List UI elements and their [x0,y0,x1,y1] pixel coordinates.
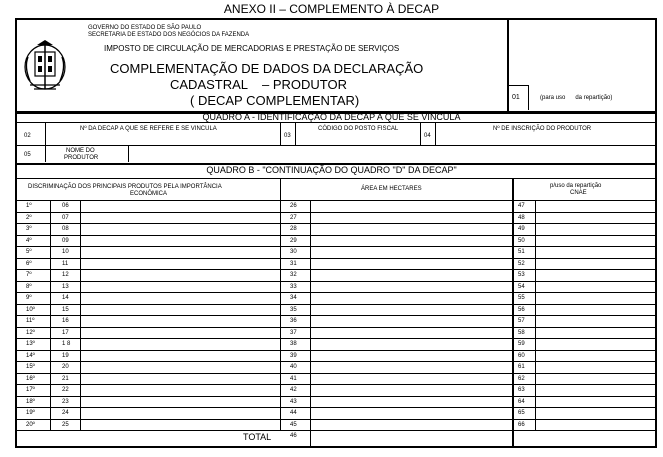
area-input[interactable] [311,259,511,270]
row-product-code: 10 [62,249,69,255]
product-input[interactable] [81,374,279,385]
product-input[interactable] [81,293,279,304]
field-04-code: 04 [424,133,431,139]
para-uso-label: (para uso da repartição) [540,95,613,101]
product-input[interactable] [81,362,279,373]
row-product-code: 11 [62,260,69,267]
row-ordinal: 17º [26,387,35,393]
field-02-label: Nº DA DECAP A QUE SE REFERE E SE VINCULA [80,126,217,132]
cnae-input[interactable] [536,374,653,385]
row-product-code: 08 [62,226,69,232]
field-04-label: Nº DE INSCRIÇÃO DO PRODUTOR [493,126,592,132]
row-product-code: 14 [62,295,69,301]
inscricao-produtor-input[interactable] [436,133,653,145]
cnae-input[interactable] [536,385,653,396]
cnae-input[interactable] [536,247,653,258]
row-cnae-code: 55 [518,295,525,301]
total-code: 46 [290,433,297,439]
product-input[interactable] [81,397,279,408]
row-cnae-code: 62 [518,375,525,382]
field-03-label: CÓDIGO DO POSTO FISCAL [318,126,399,132]
area-input[interactable] [311,385,511,396]
row-area-code: 39 [290,352,297,359]
row-area-code: 28 [290,226,297,232]
area-input[interactable] [311,408,511,419]
row-ordinal: 4º [26,237,32,244]
row-cnae-code: 58 [518,329,525,336]
row-product-code: 17 [62,329,69,336]
field-02-code: 02 [24,133,31,139]
row-product-code: 24 [62,410,69,416]
product-input[interactable] [81,282,279,293]
col2-header: ÁREA EM HECTARES [361,186,422,192]
product-input[interactable] [81,328,279,339]
quadro-b-title: QUADRO B - "CONTINUAÇÃO DO QUADRO "D" DA DECAP" [206,165,457,175]
product-input[interactable] [81,420,279,431]
area-input[interactable] [311,213,511,224]
product-input[interactable] [81,247,279,258]
product-input[interactable] [81,213,279,224]
cnae-input[interactable] [536,328,653,339]
row-product-code: 21 [62,375,69,382]
cnae-input[interactable] [536,397,653,408]
page-title: ANEXO II – COMPLEMENTO À DECAP [223,2,440,16]
field-05-label2: PRODUTOR [64,155,99,161]
row-area-code: 34 [290,295,297,301]
cnae-input[interactable] [536,420,653,431]
total-area-input[interactable] [311,431,511,445]
area-input[interactable] [311,224,511,235]
row-cnae-code: 66 [518,421,525,428]
row-cnae-code: 64 [518,398,525,405]
area-input[interactable] [311,374,511,385]
cnae-input[interactable] [536,236,653,247]
row-cnae-code: 63 [518,387,525,393]
row-area-code: 32 [290,272,297,278]
area-input[interactable] [311,282,511,293]
row-ordinal: 7º [26,272,32,278]
cnae-input[interactable] [536,213,653,224]
decap-number-input[interactable] [46,133,280,145]
cnae-input[interactable] [536,224,653,235]
product-input[interactable] [81,316,279,327]
row-area-code: 31 [290,260,297,267]
row-product-code: 23 [62,398,69,405]
row-cnae-code: 57 [518,318,525,324]
row-cnae-code: 59 [518,341,525,347]
row-product-code: 09 [62,237,69,244]
form-title-line3: ( DECAP COMPLEMENTAR) [190,93,360,108]
row-area-code: 44 [290,410,297,416]
product-input[interactable] [81,408,279,419]
cnae-input[interactable] [536,259,653,270]
row-area-code: 36 [290,318,297,324]
row-product-code: 20 [62,364,69,370]
area-input[interactable] [311,201,511,212]
row-ordinal: 11º [26,318,35,324]
row-area-code: 45 [290,421,297,428]
row-ordinal: 20º [26,421,35,428]
area-input[interactable] [311,420,511,431]
row-ordinal: 13º [26,341,35,347]
row-ordinal: 1º [26,203,32,209]
row-product-code: 16 [62,318,69,324]
row-area-code: 40 [290,364,297,370]
area-input[interactable] [311,247,511,258]
product-input[interactable] [81,224,279,235]
row-area-code: 26 [290,203,297,209]
row-ordinal: 16º [26,375,35,382]
cnae-input[interactable] [536,362,653,373]
row-cnae-code: 49 [518,226,525,232]
cnae-input[interactable] [536,408,653,419]
row-cnae-code: 52 [518,260,525,267]
product-input[interactable] [81,259,279,270]
product-input[interactable] [81,201,279,212]
row-ordinal: 12º [26,329,35,336]
cnae-input[interactable] [536,305,653,316]
row-ordinal: 15º [26,364,35,370]
product-input[interactable] [81,351,279,362]
product-input[interactable] [81,270,279,281]
posto-fiscal-input[interactable] [296,133,420,145]
cnae-input[interactable] [536,351,653,362]
row-product-code: 15 [62,306,69,313]
row-product-code: 25 [62,421,69,428]
col1-header-line1: DISCRIMINAÇÃO DOS PRINCIPAIS PRODUTOS PELA IMPORTÂNCIA [28,184,222,190]
col3-header-line1: p/uso da repartição [550,183,602,189]
field-01-input[interactable] [529,86,653,110]
row-area-code: 30 [290,249,297,255]
area-input[interactable] [311,305,511,316]
area-input[interactable] [311,397,511,408]
row-area-code: 35 [290,306,297,313]
row-area-code: 38 [290,341,297,347]
area-input[interactable] [311,351,511,362]
row-ordinal: 14º [26,352,35,359]
row-ordinal: 9º [26,295,32,301]
row-area-code: 37 [290,329,297,336]
form-title-line1: COMPLEMENTAÇÃO DE DADOS DA DECLARAÇÃO [110,61,424,76]
row-area-code: 33 [290,283,297,290]
area-input[interactable] [311,362,511,373]
row-cnae-code: 60 [518,352,525,359]
row-cnae-code: 65 [518,410,525,416]
row-product-code: 22 [62,387,69,393]
row-product-code: 13 [62,283,69,290]
coat-of-arms-icon [22,37,68,93]
row-product-code: 19 [62,352,69,359]
row-cnae-code: 47 [518,203,525,209]
field-05-label1: NOME DO [66,148,95,154]
product-input[interactable] [81,339,279,350]
gov-name: GOVERNO DO ESTADO DE SÃO PAULO [88,25,202,31]
row-ordinal: 2º [26,214,32,221]
area-input[interactable] [311,270,511,281]
row-area-code: 41 [290,375,297,382]
cnae-input[interactable] [536,339,653,350]
col3-header-line2: CNAE [570,190,587,196]
row-ordinal: 18º [26,398,35,405]
area-input[interactable] [311,316,511,327]
secretaria-name: SECRETARIA DE ESTADO DOS NEGÓCIOS DA FAZENDA [88,32,250,38]
field-01-code: 01 [512,94,520,101]
row-ordinal: 3º [26,226,32,232]
nome-produtor-input[interactable] [129,146,653,162]
row-area-code: 27 [290,214,297,221]
row-cnae-code: 54 [518,283,525,290]
row-ordinal: 10º [26,306,35,313]
row-product-code: 1 8 [62,341,71,347]
row-product-code: 07 [62,214,69,221]
row-area-code: 43 [290,398,297,405]
row-product-code: 12 [62,272,69,278]
field-05-code: 05 [24,152,31,158]
row-ordinal: 5º [26,249,32,255]
total-label: TOTAL [243,432,272,442]
row-product-code: 06 [62,203,69,209]
product-input[interactable] [81,305,279,316]
row-cnae-code: 48 [518,214,525,221]
quadro-a-title: QUADRO A - IDENTIFICAÇÃO DA DECAP A QUE SE VINCULA [202,112,461,122]
area-input[interactable] [311,293,511,304]
row-ordinal: 6º [26,260,32,267]
row-cnae-code: 53 [518,272,525,278]
col1-header-line2: ECONÔMICA [130,191,168,197]
row-cnae-code: 56 [518,306,525,313]
cnae-input[interactable] [536,282,653,293]
cnae-input[interactable] [536,201,653,212]
imposto-label: IMPOSTO DE CIRCULAÇÃO DE MERCADORIAS E PRESTAÇÃO DE SERVIÇOS [104,44,400,53]
area-input[interactable] [311,339,511,350]
cnae-input[interactable] [536,270,653,281]
row-cnae-code: 51 [518,249,525,255]
area-input[interactable] [311,236,511,247]
row-area-code: 29 [290,237,297,244]
cnae-input[interactable] [536,293,653,304]
product-input[interactable] [81,236,279,247]
row-area-code: 42 [290,387,297,393]
row-cnae-code: 50 [518,237,525,244]
row-cnae-code: 61 [518,364,525,370]
row-ordinal: 19º [26,410,35,416]
product-input[interactable] [81,385,279,396]
area-input[interactable] [311,328,511,339]
field-03-code: 03 [284,133,291,139]
form-title-line2: CADASTRAL – PRODUTOR [170,77,347,92]
row-ordinal: 8º [26,283,32,290]
cnae-input[interactable] [536,316,653,327]
